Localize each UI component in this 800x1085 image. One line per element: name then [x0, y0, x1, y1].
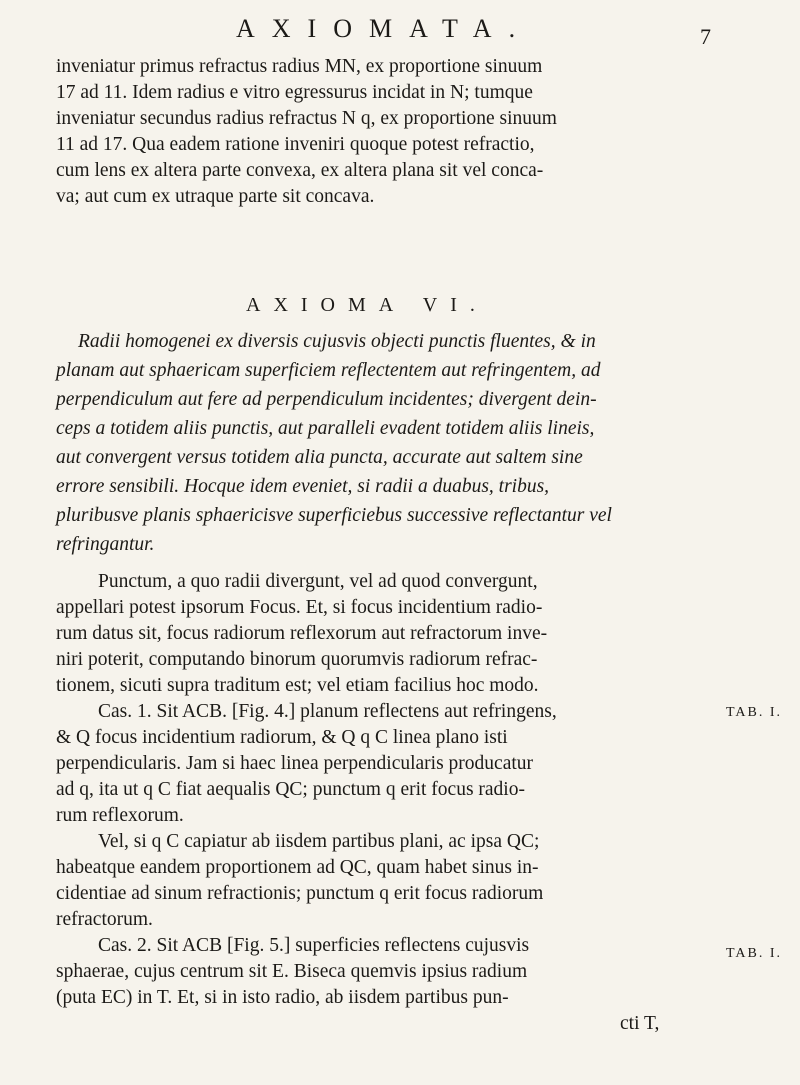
axiom-line: aut convergent versus totidem alia puncta, accurate aut saltem sine: [56, 447, 583, 468]
intro-line: 11 ad 17. Qua eadem ratione inveniri quoque potest refractio,: [56, 134, 535, 155]
axiom-line: planam aut sphaericam superficiem reflectentem aut refringentem, ad: [56, 360, 601, 381]
body-line: Vel, si q C capiatur ab iisdem partibus plani, ac ipsa QC;: [98, 831, 540, 852]
body-line: Cas. 1. Sit ACB. [Fig. 4.] planum reflectens aut refringens,: [98, 701, 557, 722]
intro-line: 17 ad 11. Idem radius e vitro egressurus incidat in N; tumque: [56, 82, 533, 103]
intro-line: cum lens ex altera parte convexa, ex altera plana sit vel conca-: [56, 160, 544, 181]
axiom-line: ceps a totidem aliis punctis, aut paralleli evadent totidem aliis lineis,: [56, 418, 595, 439]
intro-line: inveniatur secundus radius refractus N q, ex proportione sinuum: [56, 108, 557, 129]
axiom-line: pluribusve planis sphaericisve superficiebus successive reflectantur vel: [56, 505, 612, 526]
body-line: cidentiae ad sinum refractionis; punctum q erit focus radiorum: [56, 883, 544, 904]
section-heading: AXIOMA VI.: [246, 294, 488, 316]
body-line: niri poterit, computando binorum quorumvis radiorum refrac-: [56, 649, 538, 670]
axiom-line: Radii homogenei ex diversis cujusvis objecti punctis fluentes, & in: [78, 331, 596, 352]
body-line: habeatque eandem proportionem ad QC, quam habet sinus in-: [56, 857, 539, 878]
margin-table-reference: TAB. I.: [726, 946, 783, 961]
body-line: refractorum.: [56, 909, 153, 930]
axiom-line: perpendiculum aut fere ad perpendiculum incidentes; divergent dein-: [56, 389, 597, 410]
body-line: rum datus sit, focus radiorum reflexorum aut refractorum inve-: [56, 623, 548, 644]
body-line: cti T,: [620, 1013, 660, 1034]
body-line: Punctum, a quo radii divergunt, vel ad quod convergunt,: [98, 571, 538, 592]
margin-table-reference: TAB. I.: [726, 705, 783, 720]
intro-line: va; aut cum ex utraque parte sit concava.: [56, 186, 375, 207]
body-line: appellari potest ipsorum Focus. Et, si focus incidentium radio-: [56, 597, 543, 618]
body-line: rum reflexorum.: [56, 805, 184, 826]
running-head: AXIOMATA.: [236, 14, 533, 43]
axiom-line: refringantur.: [56, 534, 155, 555]
body-line: tionem, sicuti supra traditum est; vel etiam facilius hoc modo.: [56, 675, 539, 696]
body-line: (puta EC) in T. Et, si in isto radio, ab iisdem partibus pun-: [56, 987, 509, 1008]
body-line: sphaerae, cujus centrum sit E. Biseca quemvis ipsius radium: [56, 961, 528, 982]
page-number: 7: [700, 24, 711, 49]
body-line: perpendicularis. Jam si haec linea perpendicularis producatur: [56, 753, 534, 774]
body-line: Cas. 2. Sit ACB [Fig. 5.] superficies reflectens cujusvis: [98, 935, 530, 956]
axiom-line: errore sensibili. Hocque idem eveniet, si radii a duabus, tribus,: [56, 476, 550, 497]
intro-line: inveniatur primus refractus radius MN, ex proportione sinuum: [56, 56, 543, 77]
body-line: & Q focus incidentium radiorum, & Q q C linea plano isti: [56, 727, 508, 748]
body-line: ad q, ita ut q C fiat aequalis QC; punctum q erit focus radio-: [56, 779, 525, 800]
